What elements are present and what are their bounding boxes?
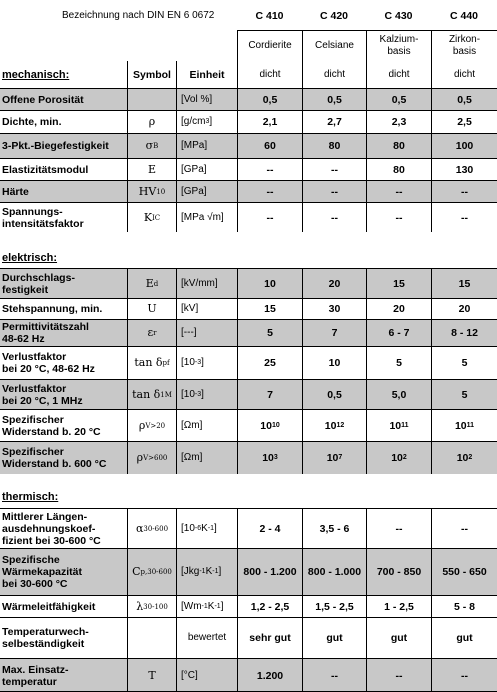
value-tempwechsel-4: gut <box>431 617 497 658</box>
row-verlust_1m <box>0 379 497 409</box>
material-c410: Cordierite <box>237 30 302 61</box>
property-unit: [GPa] <box>176 158 237 180</box>
property-name: Spezifischer Widerstand b. 20 °C <box>0 409 127 441</box>
section-electrical: elektrisch: <box>2 252 58 264</box>
property-name: Offene Porosität <box>0 88 127 110</box>
value-emodul-2: -- <box>302 158 366 180</box>
value-tempwechsel-2: gut <box>302 617 366 658</box>
value-tempwechsel-3: gut <box>366 617 431 658</box>
row-laengen <box>0 508 497 548</box>
value-laengen-2: 3,5 - 6 <box>302 508 366 548</box>
value-wid20-4: 10 11 <box>431 409 497 441</box>
property-symbol <box>127 617 176 658</box>
value-steh-3: 20 <box>366 298 431 319</box>
property-name: Temperaturwech- selbeständigkeit <box>0 617 127 658</box>
designation-label: Bezeichnung nach DIN EN 6 0672 <box>62 10 215 21</box>
value-durchschlag-2: 20 <box>302 268 366 298</box>
property-symbol: α 30-600 <box>127 508 176 548</box>
property-unit: [---] <box>176 319 237 346</box>
value-durchschlag-3: 15 <box>366 268 431 298</box>
value-emodul-1: -- <box>237 158 302 180</box>
property-name: 3-Pkt.-Biegefestigkeit <box>0 133 127 158</box>
value-waermeleit-4: 5 - 8 <box>431 595 497 617</box>
value-biege-4: 100 <box>431 133 497 158</box>
value-durchschlag-1: 10 <box>237 268 302 298</box>
property-unit: bewertet <box>176 617 237 658</box>
row-wid600 <box>0 441 497 474</box>
value-permitt-3: 6 - 7 <box>366 319 431 346</box>
value-tempwechsel-1: sehr gut <box>237 617 302 658</box>
value-porositaet-3: 0,5 <box>366 88 431 110</box>
row-porositaet <box>0 88 497 110</box>
property-symbol <box>127 88 176 110</box>
value-porositaet-2: 0,5 <box>302 88 366 110</box>
value-spannung-4: -- <box>431 202 497 232</box>
property-name: Stehspannung, min. <box>0 298 127 319</box>
value-laengen-4: -- <box>431 508 497 548</box>
row-dichte <box>0 110 497 133</box>
value-porositaet-4: 0,5 <box>431 88 497 110</box>
row-waermekap <box>0 548 497 595</box>
row-wid20 <box>0 409 497 441</box>
property-symbol: σ B <box>127 133 176 158</box>
property-unit: [10 -3 ] <box>176 379 237 409</box>
column-c440: C 440 <box>449 10 479 22</box>
row-haerte <box>0 180 497 202</box>
property-symbol: E <box>127 158 176 180</box>
property-symbol: E d <box>127 268 176 298</box>
value-dichte-3: 2,3 <box>366 110 431 133</box>
value-biege-3: 80 <box>366 133 431 158</box>
property-symbol: T <box>127 658 176 692</box>
property-unit: [10 -3 ] <box>176 346 237 379</box>
value-waermekap-3: 700 - 850 <box>366 548 431 595</box>
value-verlust_pf-1: 25 <box>237 346 302 379</box>
property-name: Permittivitätszahl 48-62 Hz <box>0 319 127 346</box>
value-verlust_1m-2: 0,5 <box>302 379 366 409</box>
material-c420: Celsiane <box>302 30 366 61</box>
property-unit: [Ωm] <box>176 441 237 474</box>
property-unit: [g/cm 3 ] <box>176 110 237 133</box>
property-symbol: C p,30-600 <box>127 548 176 595</box>
value-dichte-2: 2,7 <box>302 110 366 133</box>
value-haerte-3: -- <box>366 180 431 202</box>
dense-c420: dicht <box>302 61 366 88</box>
property-unit: [10 -6 K -1 ] <box>176 508 237 548</box>
value-verlust_pf-4: 5 <box>431 346 497 379</box>
value-wid600-4: 10 2 <box>431 441 497 474</box>
property-symbol: λ 30-100 <box>127 595 176 617</box>
dense-c410: dicht <box>237 61 302 88</box>
symbol-header: Symbol <box>127 61 176 88</box>
row-waermeleit <box>0 595 497 617</box>
property-name: Spezifische Wärmekapazität bei 30-600 °C <box>0 548 127 595</box>
value-dichte-1: 2,1 <box>237 110 302 133</box>
material-name-row <box>0 30 497 61</box>
row-biege <box>0 133 497 158</box>
column-c430: C 430 <box>384 10 413 22</box>
value-waermeleit-2: 1,5 - 2,5 <box>302 595 366 617</box>
value-waermekap-1: 800 - 1.200 <box>237 548 302 595</box>
mechanical-header-row <box>0 61 497 88</box>
value-einsatz-2: -- <box>302 658 366 692</box>
property-name: Wärmeleitfähigkeit <box>0 595 127 617</box>
value-steh-4: 20 <box>431 298 497 319</box>
value-haerte-1: -- <box>237 180 302 202</box>
property-name: Dichte, min. <box>0 110 127 133</box>
property-unit: [MPa √m] <box>176 202 237 232</box>
property-symbol: U <box>127 298 176 319</box>
value-laengen-1: 2 - 4 <box>237 508 302 548</box>
property-unit: [Jkg -1 K -1 ] <box>176 548 237 595</box>
value-einsatz-1: 1.200 <box>237 658 302 692</box>
value-dichte-4: 2,5 <box>431 110 497 133</box>
value-verlust_1m-1: 7 <box>237 379 302 409</box>
row-tempwechsel <box>0 617 497 658</box>
value-spannung-1: -- <box>237 202 302 232</box>
value-verlust_1m-4: 5 <box>431 379 497 409</box>
property-symbol: ρ <box>127 110 176 133</box>
property-unit: [Wm -1 K -1 ] <box>176 595 237 617</box>
value-wid20-2: 10 12 <box>302 409 366 441</box>
material-c430: Kalzium- basis <box>366 30 431 61</box>
value-waermeleit-1: 1,2 - 2,5 <box>237 595 302 617</box>
dense-c430: dicht <box>366 61 431 88</box>
value-wid20-1: 10 10 <box>237 409 302 441</box>
value-waermekap-4: 550 - 650 <box>431 548 497 595</box>
property-unit: [kV/mm] <box>176 268 237 298</box>
value-einsatz-4: -- <box>431 658 497 692</box>
value-haerte-2: -- <box>302 180 366 202</box>
row-permitt <box>0 319 497 346</box>
value-laengen-3: -- <box>366 508 431 548</box>
value-wid600-2: 10 7 <box>302 441 366 474</box>
value-spannung-2: -- <box>302 202 366 232</box>
value-verlust_pf-2: 10 <box>302 346 366 379</box>
property-name: Durchschlags- festigkeit <box>0 268 127 298</box>
value-waermekap-2: 800 - 1.000 <box>302 548 366 595</box>
property-unit: [Vol %] <box>176 88 237 110</box>
property-name: Mittlerer Längen- ausdehnungskoef- fizient bei 30-600 °C <box>0 508 127 548</box>
value-emodul-4: 130 <box>431 158 497 180</box>
value-haerte-4: -- <box>431 180 497 202</box>
value-emodul-3: 80 <box>366 158 431 180</box>
property-name: Verlustfaktor bei 20 °C, 48-62 Hz <box>0 346 127 379</box>
property-unit: [°C] <box>176 658 237 692</box>
value-biege-2: 80 <box>302 133 366 158</box>
property-symbol: ρ V>600 <box>127 441 176 474</box>
value-spannung-3: -- <box>366 202 431 232</box>
value-porositaet-1: 0,5 <box>237 88 302 110</box>
value-wid600-1: 10 3 <box>237 441 302 474</box>
property-unit: [Ωm] <box>176 409 237 441</box>
value-wid20-3: 10 11 <box>366 409 431 441</box>
property-unit: [MPa] <box>176 133 237 158</box>
value-einsatz-3: -- <box>366 658 431 692</box>
property-symbol: ε r <box>127 319 176 346</box>
row-spannung <box>0 202 497 232</box>
section-mechanical: mechanisch: <box>2 68 70 81</box>
unit-header: Einheit <box>176 61 237 88</box>
property-name: Spannungs- intensitätsfaktor <box>0 202 127 232</box>
material-c440: Zirkon- basis <box>431 30 497 61</box>
value-wid600-3: 10 2 <box>366 441 431 474</box>
property-symbol: tan δ pf <box>127 346 176 379</box>
value-verlust_1m-3: 5,0 <box>366 379 431 409</box>
row-emodul <box>0 158 497 180</box>
property-symbol: ρ V>20 <box>127 409 176 441</box>
row-einsatz <box>0 658 497 692</box>
value-permitt-2: 7 <box>302 319 366 346</box>
column-c410: C 410 <box>255 10 284 22</box>
property-symbol: HV 10 <box>127 180 176 202</box>
property-symbol: K IC <box>127 202 176 232</box>
row-verlust_pf <box>0 346 497 379</box>
value-biege-1: 60 <box>237 133 302 158</box>
value-durchschlag-4: 15 <box>431 268 497 298</box>
property-name: Spezifischer Widerstand b. 600 °C <box>0 441 127 474</box>
value-steh-1: 15 <box>237 298 302 319</box>
property-unit: [GPa] <box>176 180 237 202</box>
property-name: Max. Einsatz- temperatur <box>0 658 127 692</box>
row-steh <box>0 298 497 319</box>
column-c420: C 420 <box>319 10 349 22</box>
property-name: Elastizitätsmodul <box>0 158 127 180</box>
property-unit: [kV] <box>176 298 237 319</box>
property-symbol: tan δ 1M <box>127 379 176 409</box>
property-name: Härte <box>0 180 127 202</box>
dense-c440: dicht <box>431 61 497 88</box>
value-waermeleit-3: 1 - 2,5 <box>366 595 431 617</box>
section-thermal: thermisch: <box>2 491 59 503</box>
value-permitt-4: 8 - 12 <box>431 319 497 346</box>
value-verlust_pf-3: 5 <box>366 346 431 379</box>
property-name: Verlustfaktor bei 20 °C, 1 MHz <box>0 379 127 409</box>
row-durchschlag <box>0 268 497 298</box>
value-steh-2: 30 <box>302 298 366 319</box>
value-permitt-1: 5 <box>237 319 302 346</box>
